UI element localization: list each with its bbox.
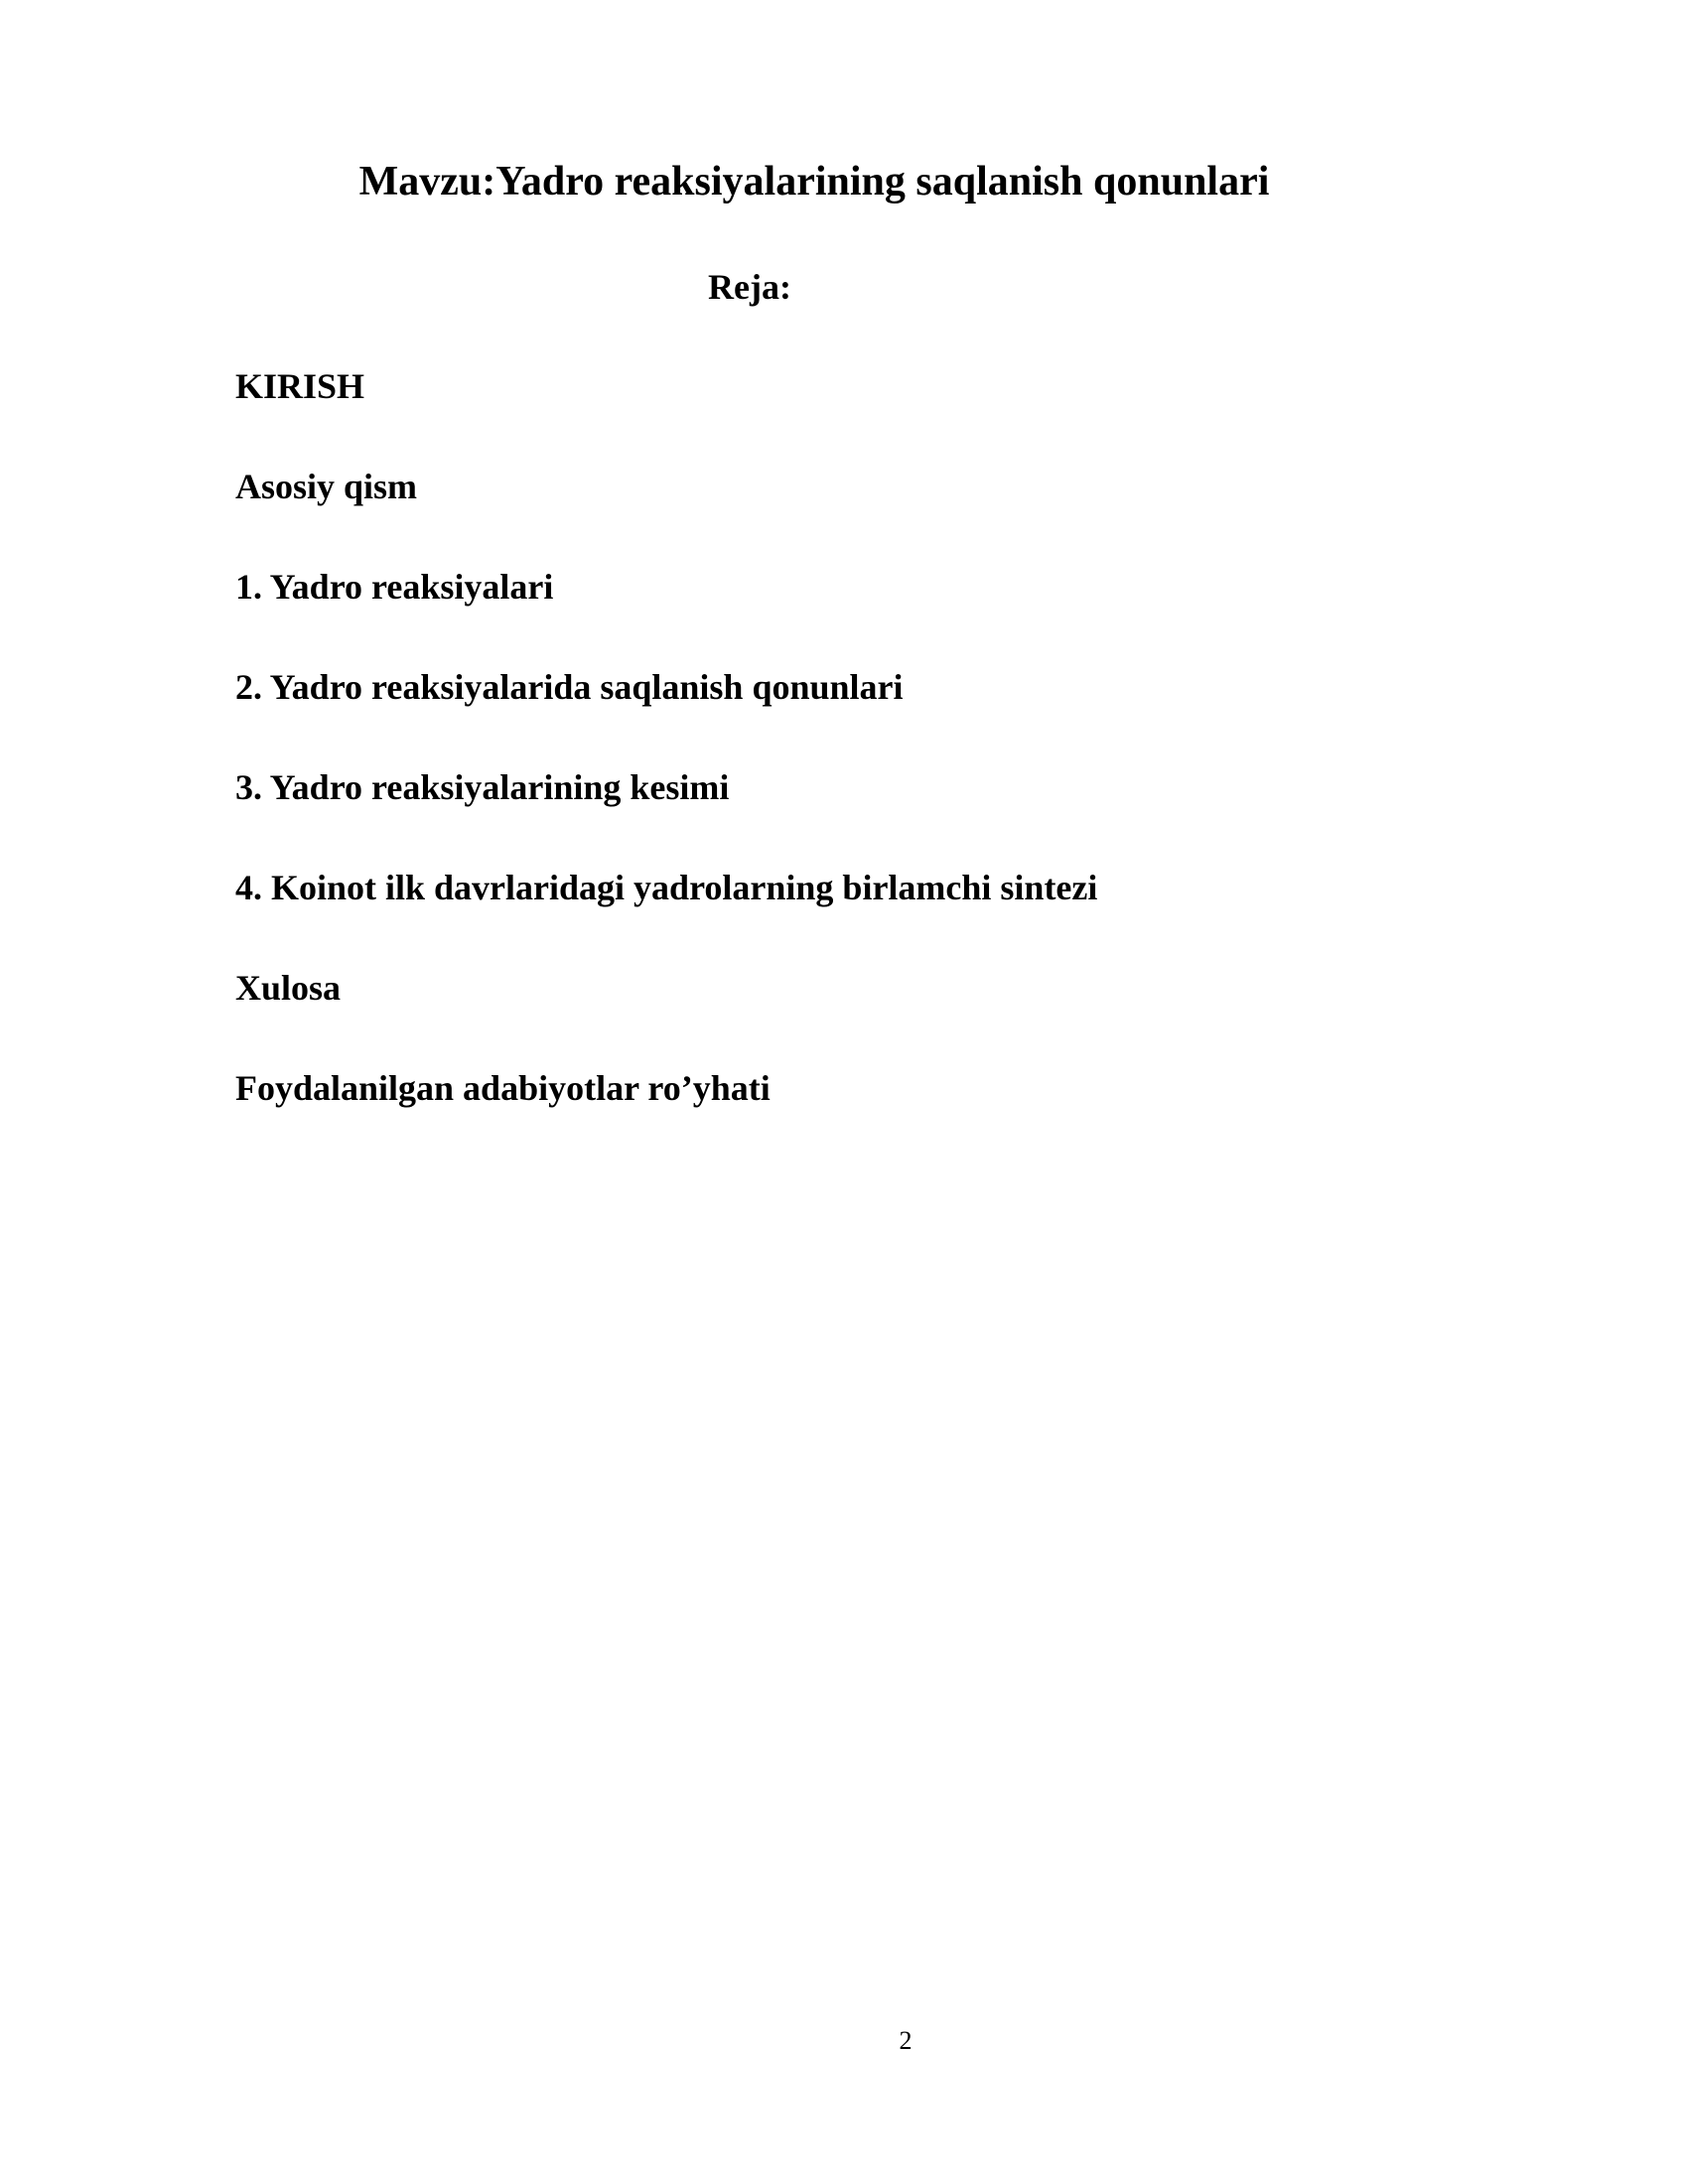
document-title: Mavzu:Yadro reaksiyalarining saqlanish qonunlari (358, 159, 1270, 205)
plan-list (235, 362, 1097, 1164)
plan-item-3: 3. Yadro reaksiyalarining kesimi (235, 767, 730, 807)
plan-item-main-part: Asosiy qism (235, 467, 418, 506)
plan-item-introduction: KIRISH (235, 366, 365, 406)
plan-item-conclusion: Xulosa (235, 968, 342, 1008)
plan-item-1: 1. Yadro reaksiyalari (235, 567, 554, 607)
plan-item-4: 4. Koinot ilk davrlaridagi yadrolarning birlamchi sintezi (235, 868, 1098, 907)
plan-item-2: 2. Yadro reaksiyalarida saqlanish qonunlari (235, 667, 904, 707)
page-number: 2 (899, 2026, 913, 2055)
plan-heading: Reja: (708, 267, 791, 307)
plan-item-references: Foydalanilgan adabiyotlar ro’yhati (235, 1068, 771, 1108)
